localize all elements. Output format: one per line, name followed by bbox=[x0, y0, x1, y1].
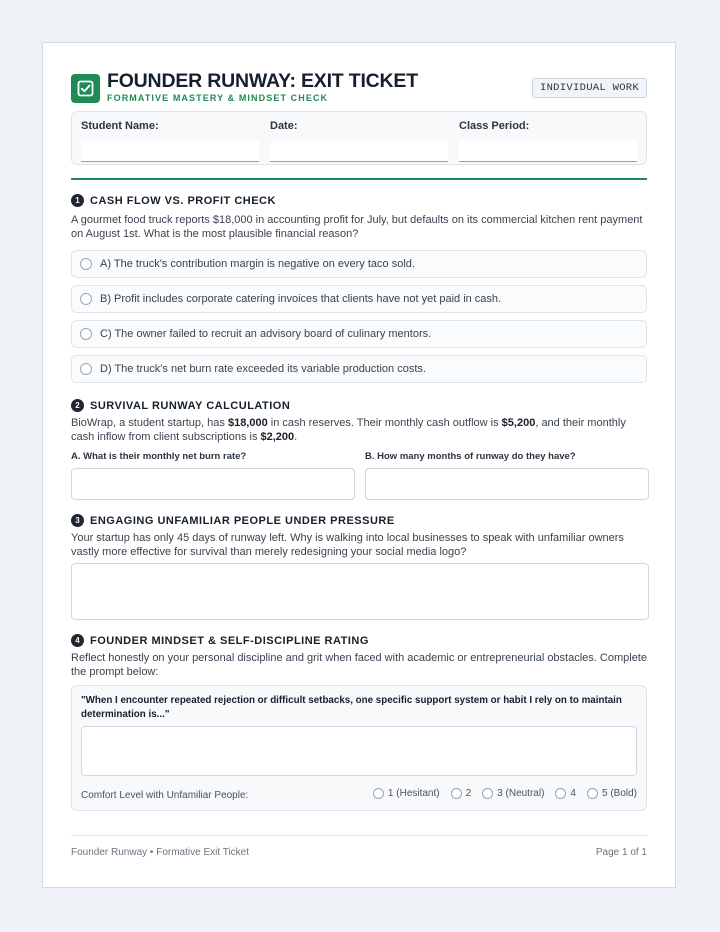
question-2-text bbox=[71, 416, 647, 444]
question-4-text: Reflect honestly on your personal discipline and grit when faced with academic or entrepreneurial obstacles. Complete the prompt below: bbox=[71, 652, 647, 678]
date-input[interactable] bbox=[270, 141, 448, 162]
rating-option-5[interactable] bbox=[587, 788, 637, 799]
sub-question-b-label: B. How many months of runway do they have? bbox=[365, 451, 576, 462]
radio-button[interactable] bbox=[451, 788, 462, 799]
radio-button[interactable] bbox=[373, 788, 384, 799]
worksheet-page bbox=[42, 42, 676, 888]
mindset-prompt-box bbox=[71, 685, 647, 811]
question-title: SURVIVAL RUNWAY CALCULATION bbox=[90, 399, 291, 412]
burn-rate-answer-box[interactable] bbox=[71, 468, 355, 500]
student-info-box bbox=[71, 111, 647, 165]
footer-divider bbox=[71, 835, 647, 836]
rating-option-3[interactable] bbox=[482, 788, 544, 799]
radio-button[interactable] bbox=[80, 363, 92, 375]
rating-label: 4 bbox=[570, 788, 576, 799]
class-period-input[interactable] bbox=[459, 141, 637, 162]
question-2-heading bbox=[71, 399, 290, 412]
radio-button[interactable] bbox=[80, 293, 92, 305]
runway-months-answer-box[interactable] bbox=[365, 468, 649, 500]
question-number-badge: 4 bbox=[71, 634, 84, 647]
option-d[interactable] bbox=[71, 355, 647, 383]
rating-label: 3 (Neutral) bbox=[497, 788, 545, 799]
option-c[interactable] bbox=[71, 320, 647, 348]
question-3-text: Your startup has only 45 days of runway left. Why is walking into local businesses to speak with unfamiliar owners vastly more effective for survival than merely redesigning your social media logo? bbox=[71, 532, 624, 558]
rating-label: 2 bbox=[465, 788, 472, 799]
page-subtitle: FORMATIVE MASTERY & MINDSET CHECK bbox=[107, 93, 329, 103]
page-title: FOUNDER RUNWAY: EXIT TICKET bbox=[107, 70, 418, 92]
rating-label: 5 (Bold) bbox=[601, 788, 637, 799]
option-a[interactable] bbox=[71, 250, 647, 278]
option-label: A) The truck's contribution margin is negative on every taco sold. bbox=[100, 258, 415, 270]
radio-button[interactable] bbox=[587, 788, 598, 799]
rating-option-1[interactable] bbox=[373, 788, 440, 799]
text-run: BioWrap, a student startup, has bbox=[71, 417, 228, 429]
date-field[interactable] bbox=[270, 120, 448, 162]
checkbox-icon bbox=[71, 74, 100, 103]
sub-question-a-label: A. What is their monthly net burn rate? bbox=[71, 451, 247, 462]
question-number-badge: 3 bbox=[71, 514, 84, 527]
option-label: B) Profit includes corporate catering invoices that clients have not yet paid in cash. bbox=[100, 293, 502, 305]
student-name-label: Student Name: bbox=[81, 120, 159, 132]
option-label: D) The truck's net burn rate exceeded its variable production costs. bbox=[100, 363, 426, 375]
reflection-answer-box[interactable] bbox=[81, 726, 637, 776]
rating-label: 1 (Hesitant) bbox=[387, 788, 440, 799]
comfort-rating-scale bbox=[362, 788, 637, 799]
individual-work-badge: INDIVIDUAL WORK bbox=[532, 78, 647, 98]
reflection-prompt: "When I encounter repeated rejection or difficult setbacks, one specific support system or habit I rely on to maintain determination is..." bbox=[81, 695, 622, 720]
header-divider bbox=[71, 178, 647, 180]
cash-inflow-value: $2,200 bbox=[260, 431, 295, 443]
question-3-answer-box[interactable] bbox=[71, 563, 649, 620]
radio-button[interactable] bbox=[482, 788, 493, 799]
page-number: Page 1 of 1 bbox=[595, 847, 647, 858]
radio-button[interactable] bbox=[80, 258, 92, 270]
radio-button[interactable] bbox=[80, 328, 92, 340]
cash-outflow-value: $5,200 bbox=[501, 417, 536, 429]
student-name-input[interactable] bbox=[81, 141, 259, 162]
question-title: FOUNDER MINDSET & SELF-DISCIPLINE RATING bbox=[90, 634, 369, 647]
cash-reserves-value: $18,000 bbox=[227, 417, 268, 429]
text-run: in cash reserves. Their monthly cash outflow is bbox=[267, 417, 502, 429]
rating-option-2[interactable] bbox=[451, 788, 472, 799]
footer-title: Founder Runway • Formative Exit Ticket bbox=[71, 847, 250, 858]
text-run: . bbox=[294, 431, 298, 443]
class-period-field[interactable] bbox=[459, 120, 637, 162]
question-number-badge: 1 bbox=[71, 194, 84, 207]
option-label: C) The owner failed to recruit an advisory board of culinary mentors. bbox=[100, 328, 432, 340]
student-name-field[interactable] bbox=[81, 120, 259, 162]
text-run: , and their monthly cash inflow from client subscriptions is bbox=[71, 417, 626, 443]
question-title: CASH FLOW VS. PROFIT CHECK bbox=[90, 194, 276, 207]
question-4-heading bbox=[71, 634, 369, 647]
question-3-heading bbox=[71, 514, 395, 527]
question-title: ENGAGING UNFAMILIAR PEOPLE UNDER PRESSURE bbox=[90, 514, 395, 527]
comfort-level-label: Comfort Level with Unfamiliar People: bbox=[81, 790, 249, 801]
option-b[interactable] bbox=[71, 285, 647, 313]
radio-button[interactable] bbox=[555, 788, 566, 799]
question-1-heading bbox=[71, 194, 276, 207]
question-1-text: A gourmet food truck reports $18,000 in accounting profit for July, but defaults on its commercial kitchen rent payment on August 1st. What is the most plausible financial reason? bbox=[71, 214, 643, 240]
rating-option-4[interactable] bbox=[555, 788, 576, 799]
date-label: Date: bbox=[270, 120, 298, 132]
question-number-badge: 2 bbox=[71, 399, 84, 412]
class-period-label: Class Period: bbox=[459, 120, 530, 132]
